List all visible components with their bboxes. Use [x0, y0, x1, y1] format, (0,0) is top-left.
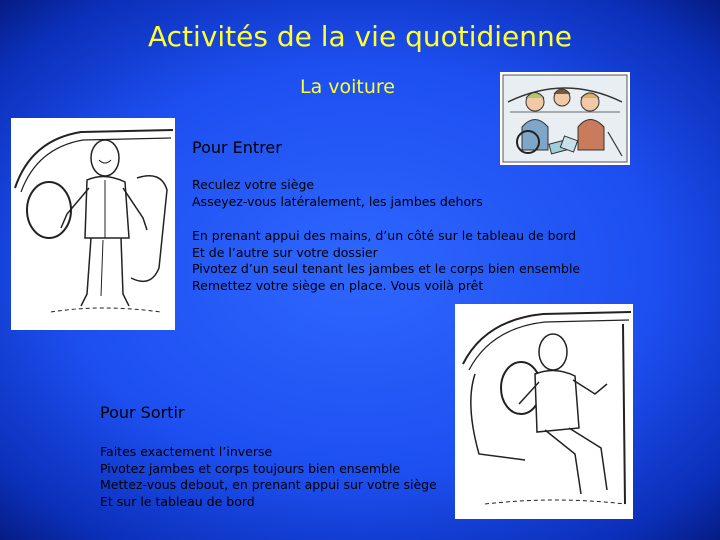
entrer-step: En prenant appui des mains, d’un côté sur le tableau de bord: [192, 228, 577, 243]
entrer-step: Remettez votre siège en place. Vous voilà prêt: [192, 277, 484, 293]
entrer-steps-group-2: [192, 228, 580, 294]
sortir-steps: [100, 444, 437, 510]
sortir-step: Et sur le tableau de bord: [100, 493, 255, 509]
entrer-step: Reculez votre siège: [192, 177, 315, 192]
sortir-heading: Pour Sortir: [100, 403, 185, 422]
entrer-step: Pivotez d’un seul tenant les jambes et le corps bien ensemble: [192, 261, 581, 276]
entrer-step: Et de l’autre sur votre dossier: [192, 244, 378, 260]
sortir-step: Pivotez jambes et corps toujours bien ensemble: [100, 460, 401, 476]
slide-title: Activités de la vie quotidienne: [148, 20, 572, 53]
man-exiting-car-illustration: [455, 304, 633, 519]
car-family-illustration: [500, 72, 630, 165]
sortir-step: Mettez-vous debout, en prenant appui sur votre siège: [100, 477, 437, 492]
entrer-heading: Pour Entrer: [192, 138, 282, 157]
man-entering-car-illustration: [11, 118, 175, 330]
sortir-step: Faites exactement l’inverse: [100, 444, 273, 459]
slide-subtitle: La voiture: [300, 76, 395, 98]
entrer-step: Asseyez-vous latéralement, les jambes dehors: [192, 193, 483, 209]
entrer-steps-group-1: [192, 177, 483, 210]
